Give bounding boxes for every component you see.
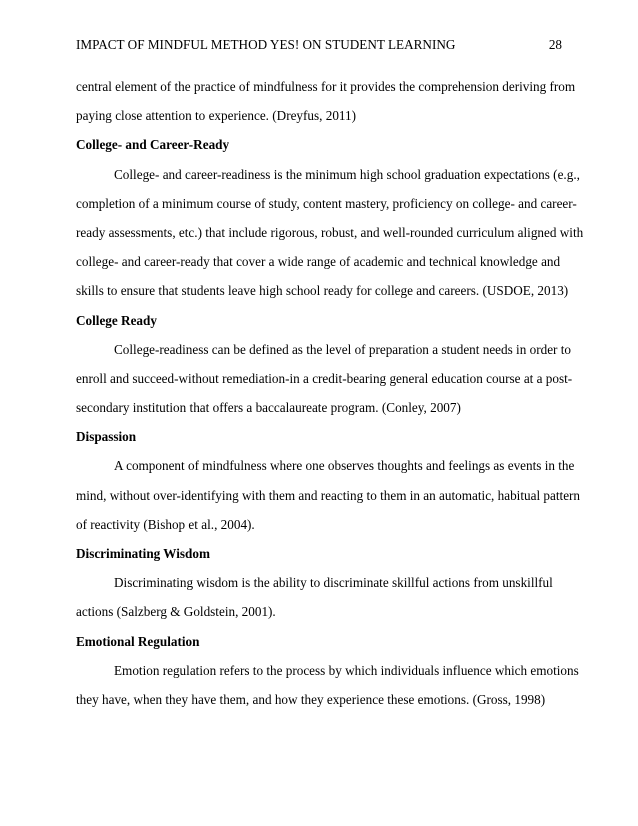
paragraph-line: completion of a minimum course of study, content mastery, proficiency on college- and career- (76, 195, 577, 211)
section-heading: Discriminating Wisdom (76, 546, 210, 561)
paragraph-line: ready assessments, etc.) that include rigorous, robust, and well-rounded curriculum aligned with (76, 224, 584, 240)
paragraph-line: central element of the practice of mindfulness for it provides the comprehension deriving from (76, 79, 576, 94)
paragraph-line: mind, without over-identifying with them and reacting to them in an automatic, habitual pattern (76, 487, 581, 503)
paragraph-line: secondary institution that offers a baccalaureate program. (Conley, 2007) (76, 400, 461, 416)
paragraph-line: Emotion regulation refers to the process by which individuals influence which emotions (114, 662, 579, 678)
paragraph-line: college- and career-ready that cover a wide range of academic and technical knowledge and (76, 254, 561, 270)
paragraph-line: skills to ensure that students leave high school ready for college and careers. (USDOE, 2013) (76, 283, 569, 299)
paragraph-line: actions (Salzberg & Goldstein, 2001). (76, 604, 276, 620)
body-text (76, 72, 584, 714)
paragraph-line: Discriminating wisdom is the ability to discriminate skillful actions from unskillful (114, 575, 553, 591)
paragraph-line: paying close attention to experience. (Dreyfus, 2011) (76, 108, 357, 124)
paragraph-line: of reactivity (Bishop et al., 2004). (76, 516, 255, 532)
running-head: IMPACT OF MINDFUL METHOD YES! ON STUDENT LEARNING (76, 37, 456, 52)
section-heading: Emotional Regulation (76, 633, 200, 649)
paragraph-line: College-readiness can be defined as the level of preparation a student needs in order to (114, 341, 571, 357)
paragraph-line: they have, when they have them, and how they experience these emotions. (Gross, 1998) (76, 691, 546, 707)
section-heading: Dispassion (76, 429, 137, 445)
paragraph-line: enroll and succeed-without remediation-in a credit-bearing general education course at a post- (76, 370, 573, 386)
section-heading: College Ready (76, 312, 157, 328)
paragraph-line: College- and career-readiness is the minimum high school graduation expectations (e.g., (114, 166, 580, 182)
paragraph-line: A component of mindfulness where one observes thoughts and feelings as events in the (114, 458, 575, 474)
page-number: 28 (548, 37, 562, 52)
section-heading: College- and Career-Ready (76, 137, 230, 153)
